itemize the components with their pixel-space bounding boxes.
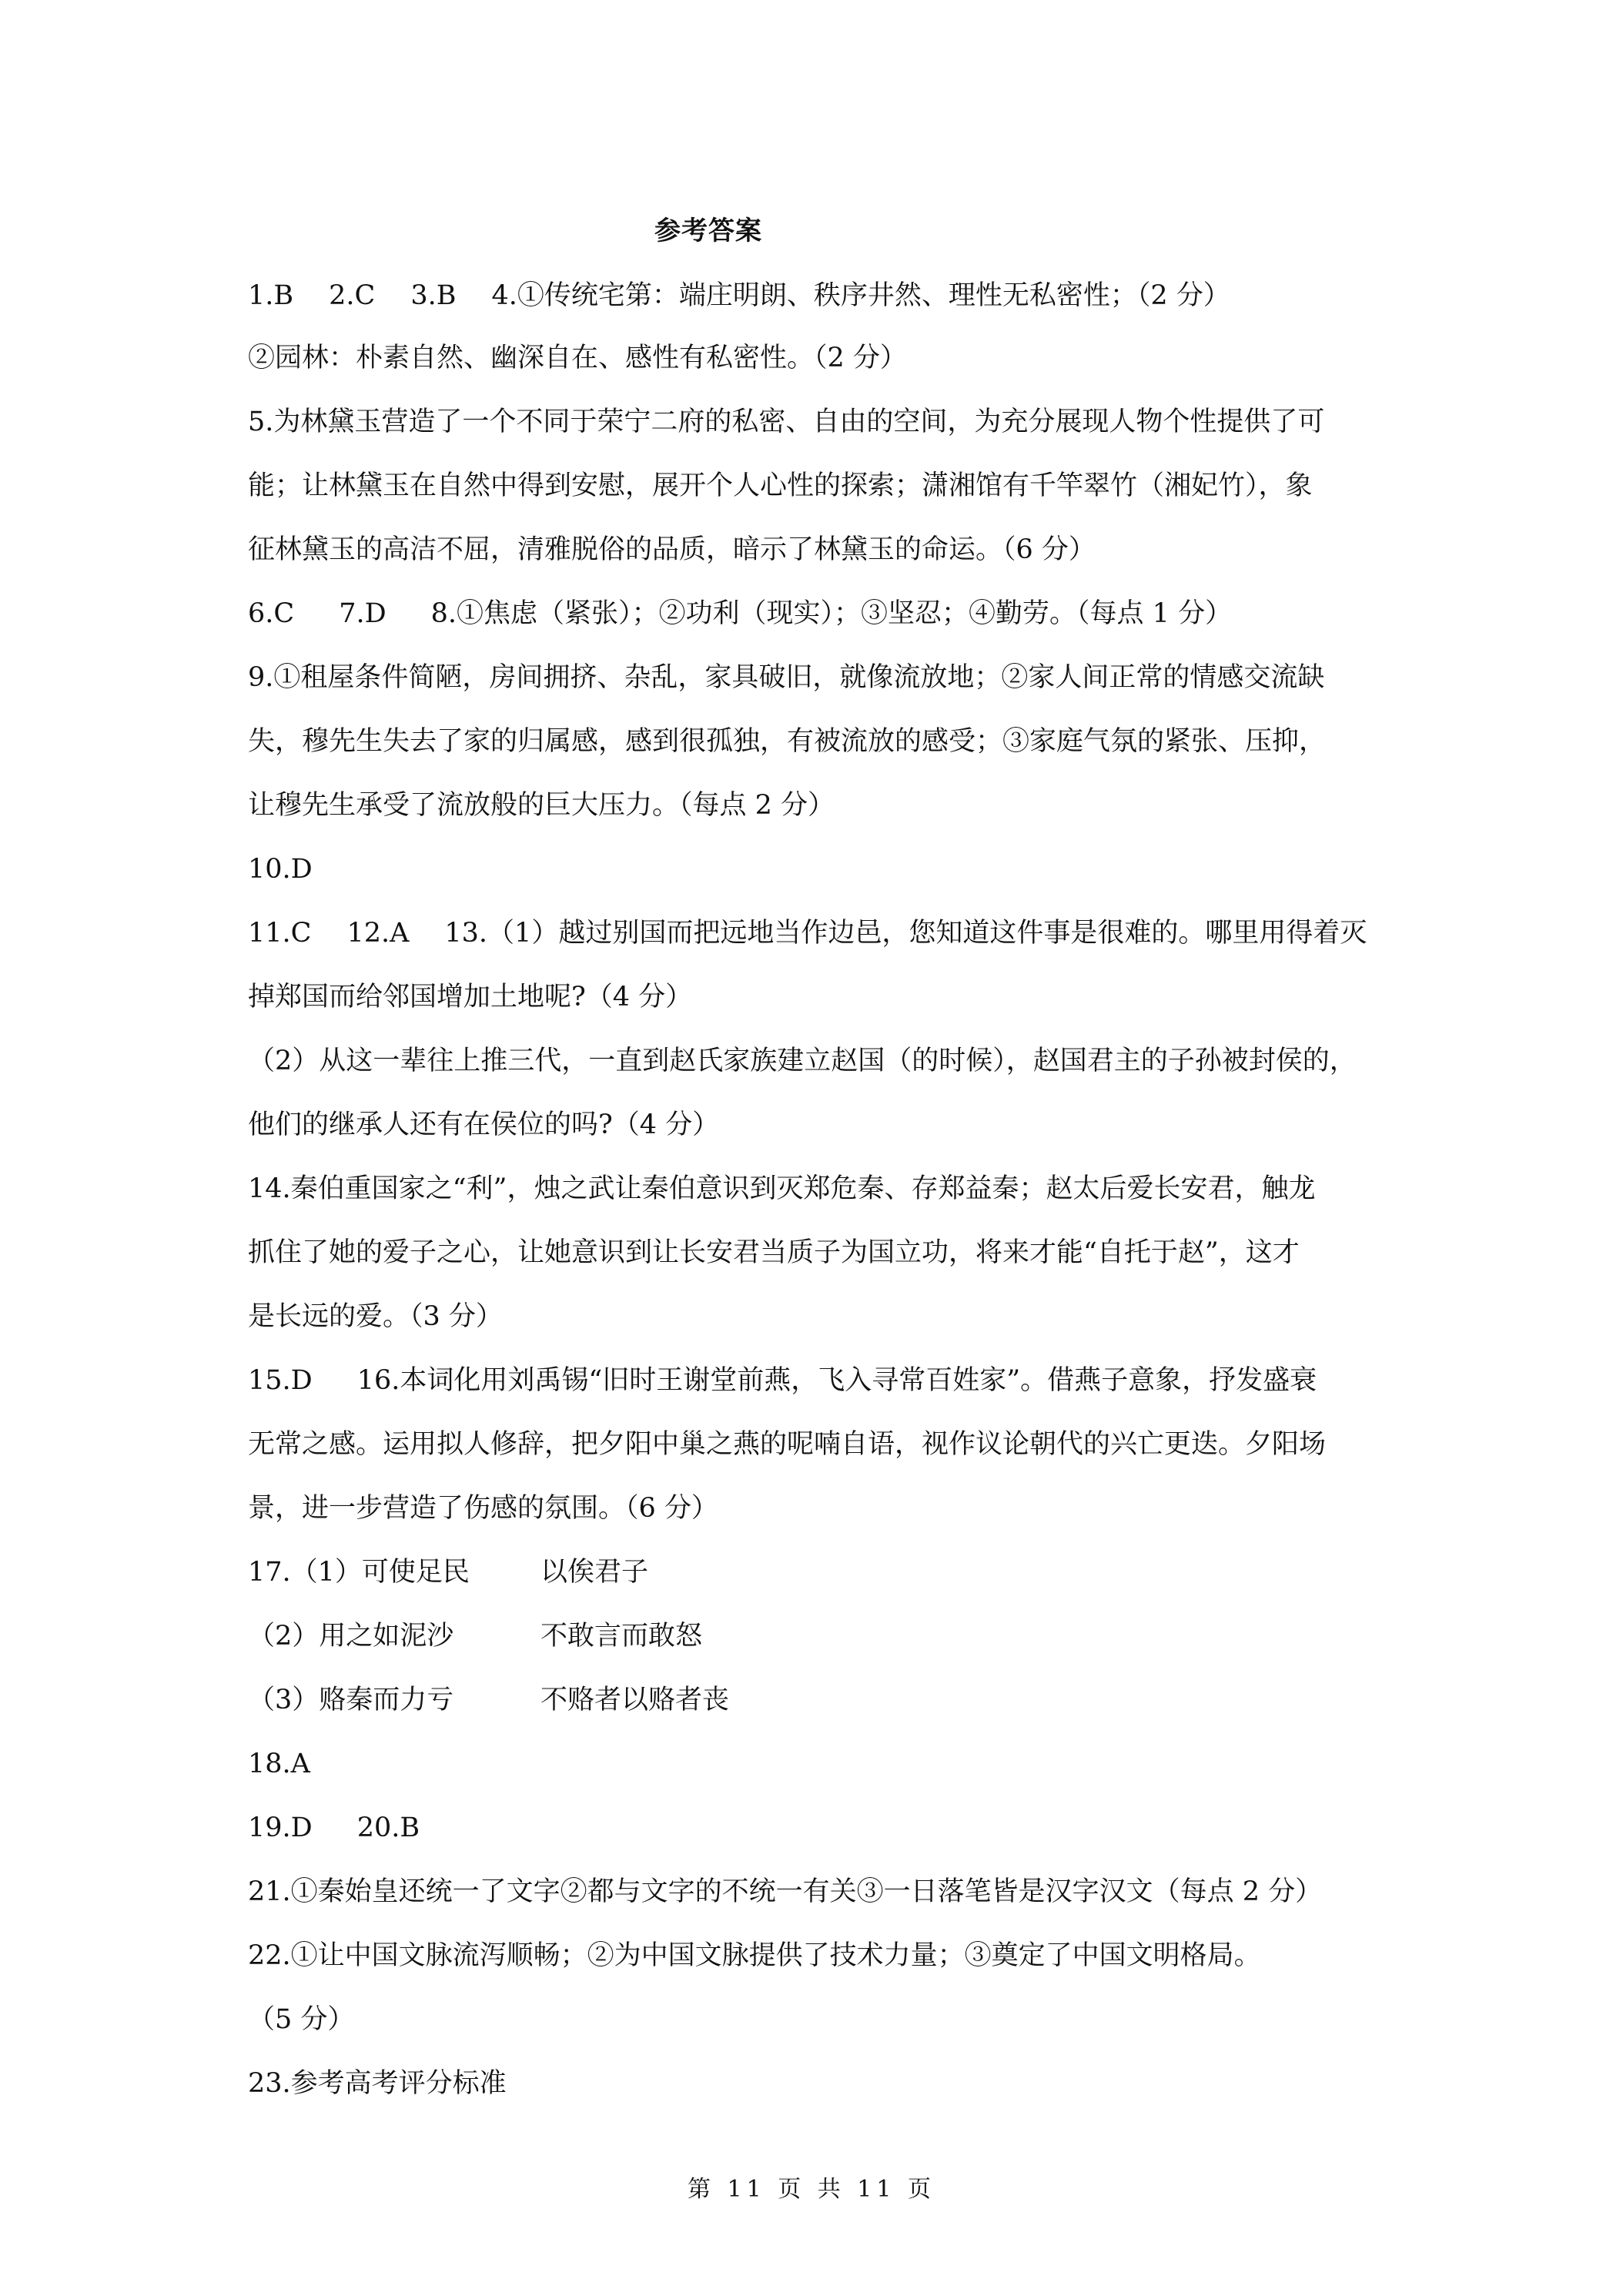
answer-line: [248, 1619, 1387, 1653]
answer-segment: 1.B: [248, 280, 294, 311]
answer-line: [248, 1491, 1387, 1525]
answer-segment: 13.（1）越过别国而把远地当作边邑，您知道这件事是很难的。哪里用得着灭: [444, 918, 1367, 949]
answer-segment: 能；让林黛玉在自然中得到安慰，展开个人心性的探索；潇湘馆有千竿翠竹（湘妃竹），象: [248, 470, 1313, 501]
answer-segment: 失，穆先生失去了家的归属感，感到很孤独，有被流放的感受；③家庭气氛的紧张、压抑，: [248, 726, 1327, 757]
answer-segment: 无常之感。运用拟人修辞，把夕阳中巢之燕的呢喃自语，视作议论朝代的兴亡更迭。夕阳场: [248, 1429, 1327, 1460]
answer-line: [248, 1555, 1387, 1589]
answer-line: [248, 1236, 1387, 1270]
answer-segment: 4.①传统宅第：端庄明朗、秩序井然、理性无私密性；（2 分）: [491, 280, 1230, 311]
answer-line: [248, 597, 1387, 631]
answer-line: [248, 1300, 1387, 1334]
answer-line: [248, 980, 1387, 1014]
answer-segment: （2）用之如泥沙: [248, 1621, 454, 1652]
answer-segment: 16.本词化用刘禹锡“旧时王谢堂前燕，飞入寻常百姓家”。借燕子意象，抒发盛衰: [356, 1365, 1317, 1396]
answer-segment: 19.D: [248, 1812, 313, 1843]
answer-segment: 不敢言而敢怒: [540, 1621, 703, 1652]
answer-segment: 是长远的爱。（3 分）: [248, 1301, 503, 1332]
answer-segment: 以俟君子: [540, 1557, 649, 1588]
answer-line: [248, 1044, 1387, 1078]
answer-segment: 不赂者以赂者丧: [540, 1685, 730, 1715]
answer-segment: 17.（1）可使足民: [248, 1557, 470, 1588]
answer-line: [248, 469, 1387, 503]
answer-line: [248, 341, 1387, 375]
answer-segment: （2）从这一辈往上推三代，一直到赵氏家族建立赵国（的时候），赵国君主的子孙被封侯的，: [248, 1046, 1357, 1076]
answer-segment: 9.①租屋条件简陋，房间拥挤、杂乱，家具破旧，就像流放地；②家人间正常的情感交流缺: [248, 662, 1325, 693]
answer-line: [248, 1172, 1387, 1206]
answer-segment: 11.C: [248, 918, 312, 949]
answer-line: [248, 2067, 1387, 2100]
answer-segment: 22.①让中国文脉流泻顺畅；②为中国文脉提供了技术力量；③奠定了中国文明格局。: [248, 1940, 1261, 1971]
answer-line: [248, 1108, 1387, 1142]
answer-segment: 20.B: [356, 1812, 420, 1843]
answer-segment: （5 分）: [248, 2004, 355, 2035]
answer-segment: 7.D: [339, 598, 387, 629]
answer-line: [248, 1939, 1387, 1973]
answer-line: [248, 725, 1387, 758]
answer-segment: 10.D: [248, 854, 313, 885]
answer-line: [248, 279, 1387, 313]
page-title: 参考答案: [654, 216, 762, 246]
answer-line: [248, 1811, 1387, 1845]
answer-segment: 14.秦伯重国家之“利”，烛之武让秦伯意识到灭郑危秦、存郑益秦；赵太后爱长安君，触龙: [248, 1173, 1316, 1204]
answer-line: [248, 1427, 1387, 1461]
answer-segment: 6.C: [248, 598, 295, 629]
answer-segment: 5.为林黛玉营造了一个不同于荣宁二府的私密、自由的空间，为充分展现人物个性提供了可: [248, 407, 1325, 437]
answer-line: [248, 1875, 1387, 1909]
answer-segment: 抓住了她的爱子之心，让她意识到让长安君当质子为国立功，将来才能“自托于赵”，这才: [248, 1237, 1300, 1268]
answer-line: [248, 1364, 1387, 1397]
answer-segment: 掉郑国而给邻国增加土地呢?（4 分）: [248, 982, 693, 1012]
answer-line: [248, 1747, 1387, 1781]
page-footer: 第 11 页 共 11 页: [687, 2176, 936, 2203]
answer-segment: 景，进一步营造了伤感的氛围。（6 分）: [248, 1493, 718, 1524]
answer-line: [248, 916, 1387, 950]
answer-segment: 8.①焦虑（紧张）；②功利（现实）；③坚忍；④勤劳。（每点 1 分）: [430, 598, 1233, 629]
answer-segment: 2.C: [329, 280, 376, 311]
answer-line: [248, 661, 1387, 694]
answer-segment: 21.①秦始皇还统一了文字②都与文字的不统一有关③一日落笔皆是汉字汉文（每点 2 分）: [248, 1876, 1323, 1907]
answer-line: [248, 1683, 1387, 1717]
answer-line: [248, 2003, 1387, 2037]
answer-line: [248, 405, 1387, 439]
answer-segment: 他们的继承人还有在侯位的吗?（4 分）: [248, 1110, 720, 1140]
answer-segment: 12.A: [346, 918, 410, 949]
answer-segment: 18.A: [248, 1749, 310, 1779]
answer-segment: 让穆先生承受了流放般的巨大压力。（每点 2 分）: [248, 790, 835, 821]
answer-line: [248, 788, 1387, 822]
answer-segment: 15.D: [248, 1365, 313, 1396]
answer-segment: ②园林：朴素自然、幽深自在、感性有私密性。（2 分）: [248, 343, 907, 373]
answer-segment: 23.参考高考评分标准: [248, 2068, 507, 2099]
answer-segment: （3）赂秦而力亏: [248, 1685, 454, 1715]
answer-segment: 征林黛玉的高洁不屈，清雅脱俗的品质，暗示了林黛玉的命运。（6 分）: [248, 534, 1096, 565]
answer-segment: 3.B: [410, 280, 457, 311]
answer-line: [248, 852, 1387, 886]
answer-line: [248, 533, 1387, 567]
